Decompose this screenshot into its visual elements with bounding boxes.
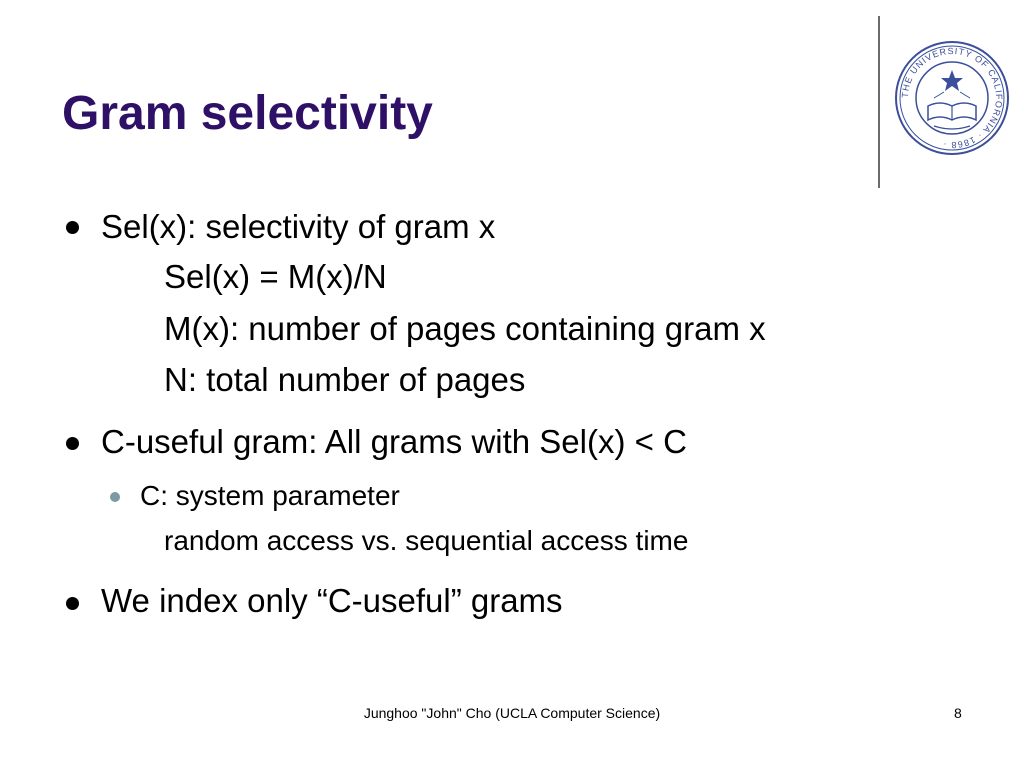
ucla-university-seal-icon bbox=[894, 40, 1010, 156]
bullet-1-line-1: Sel(x) = M(x)/N bbox=[164, 258, 387, 295]
bullet-1-line-2: M(x): number of pages containing gram x bbox=[164, 310, 766, 347]
header-divider bbox=[878, 16, 880, 188]
sub-bullet-line: random access vs. sequential access time bbox=[164, 525, 689, 556]
bullet-2-text: C-useful gram: All grams with Sel(x) < C bbox=[101, 423, 687, 460]
footer-credit: Junghoo "John" Cho (UCLA Computer Science) bbox=[363, 705, 661, 721]
sub-bullet-text: C: system parameter bbox=[140, 480, 400, 511]
bullet-dot bbox=[66, 221, 79, 234]
bullet-dot bbox=[66, 437, 79, 450]
slide-title: Gram selectivity bbox=[62, 87, 433, 140]
sub-bullet-dot bbox=[110, 492, 120, 502]
bullet-1-text: Sel(x): selectivity of gram x bbox=[101, 208, 496, 245]
page-number: 8 bbox=[954, 705, 962, 721]
bullet-dot bbox=[66, 597, 79, 610]
seal-text: THE UNIVERSITY OF CALIFORNIA · 1868 · bbox=[899, 45, 1005, 151]
bullet-1-line-3: N: total number of pages bbox=[164, 361, 526, 398]
bullet-3-text: We index only “C-useful” grams bbox=[101, 582, 563, 619]
